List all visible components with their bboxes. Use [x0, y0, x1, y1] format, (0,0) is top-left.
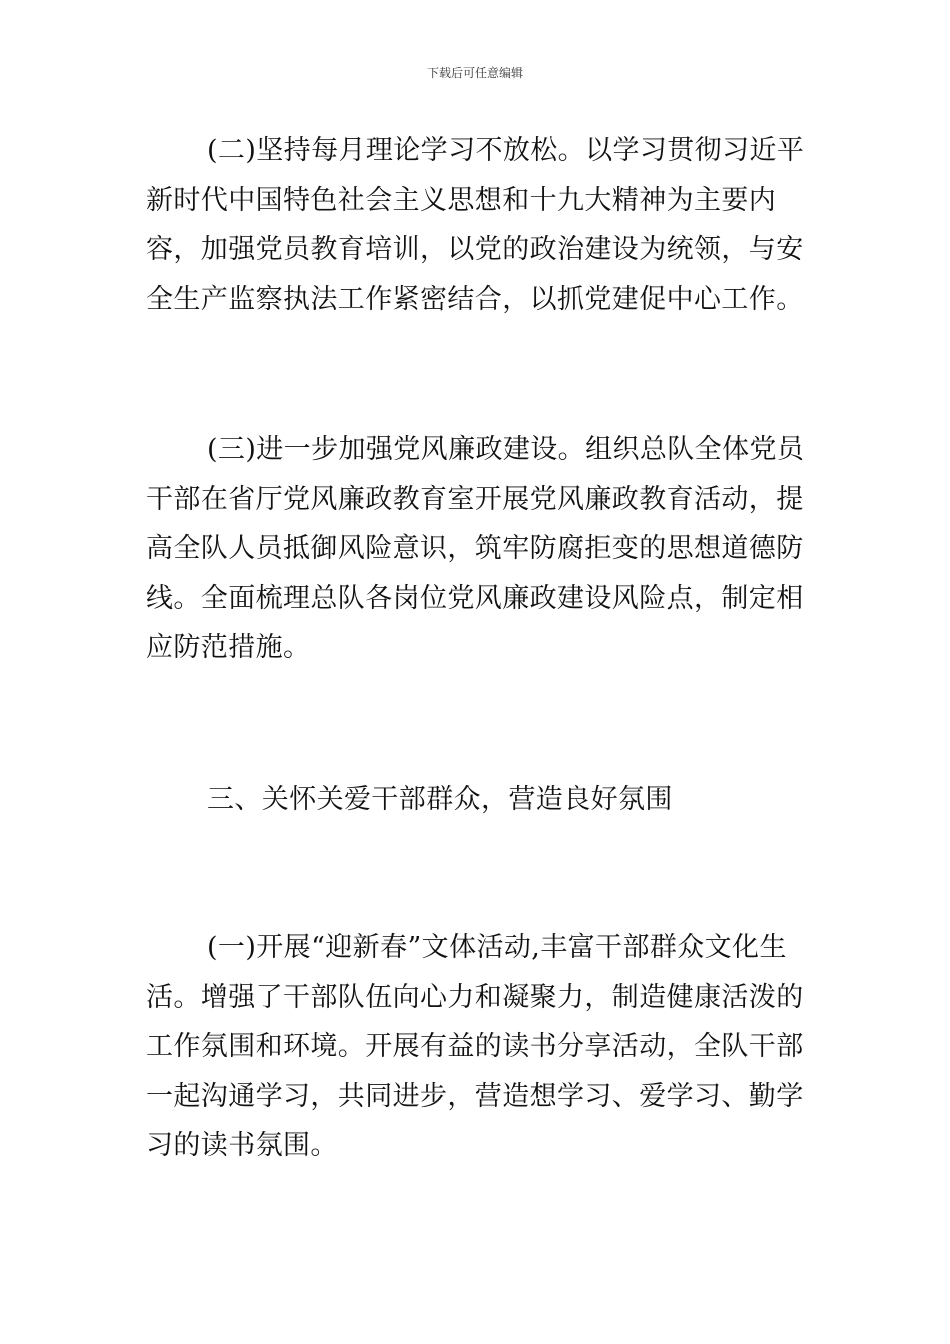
page-header-note: 下载后可任意编辑 [426, 66, 523, 80]
paragraph-activities: (一)开展“迎新春”文体活动,丰富干部群众文化生活。增强了干部队伍向心力和凝聚力，制造健康活泼的工作氛围和环境。开展有益的读书分享活动，全队干部一起沟通学习，共同进步，营造想学习、爱学习、勤学习的读书氛围。 [146, 932, 804, 1161]
section-heading-care: 三、关怀关爱干部群众，营造良好氛围 [207, 784, 673, 815]
paragraph-integrity: (三)进一步加强党风廉政建设。组织总队全体党员干部在省厅党风廉政教育室开展党风廉政教育活动，提高全队人员抵御风险意识，筑牢防腐拒变的思想道德防线。全面梳理总队各岗位党风廉政建设风险点，制定相应防范措施。 [146, 434, 805, 663]
paragraph-study: (二)坚持每月理论学习不放松。以学习贯彻习近平新时代中国特色社会主义思想和十九大精神为主要内容，加强党员教育培训，以党的政治建设为统领，与安全生产监察执法工作紧密结合，以抓党建促中心工作。 [146, 135, 805, 315]
